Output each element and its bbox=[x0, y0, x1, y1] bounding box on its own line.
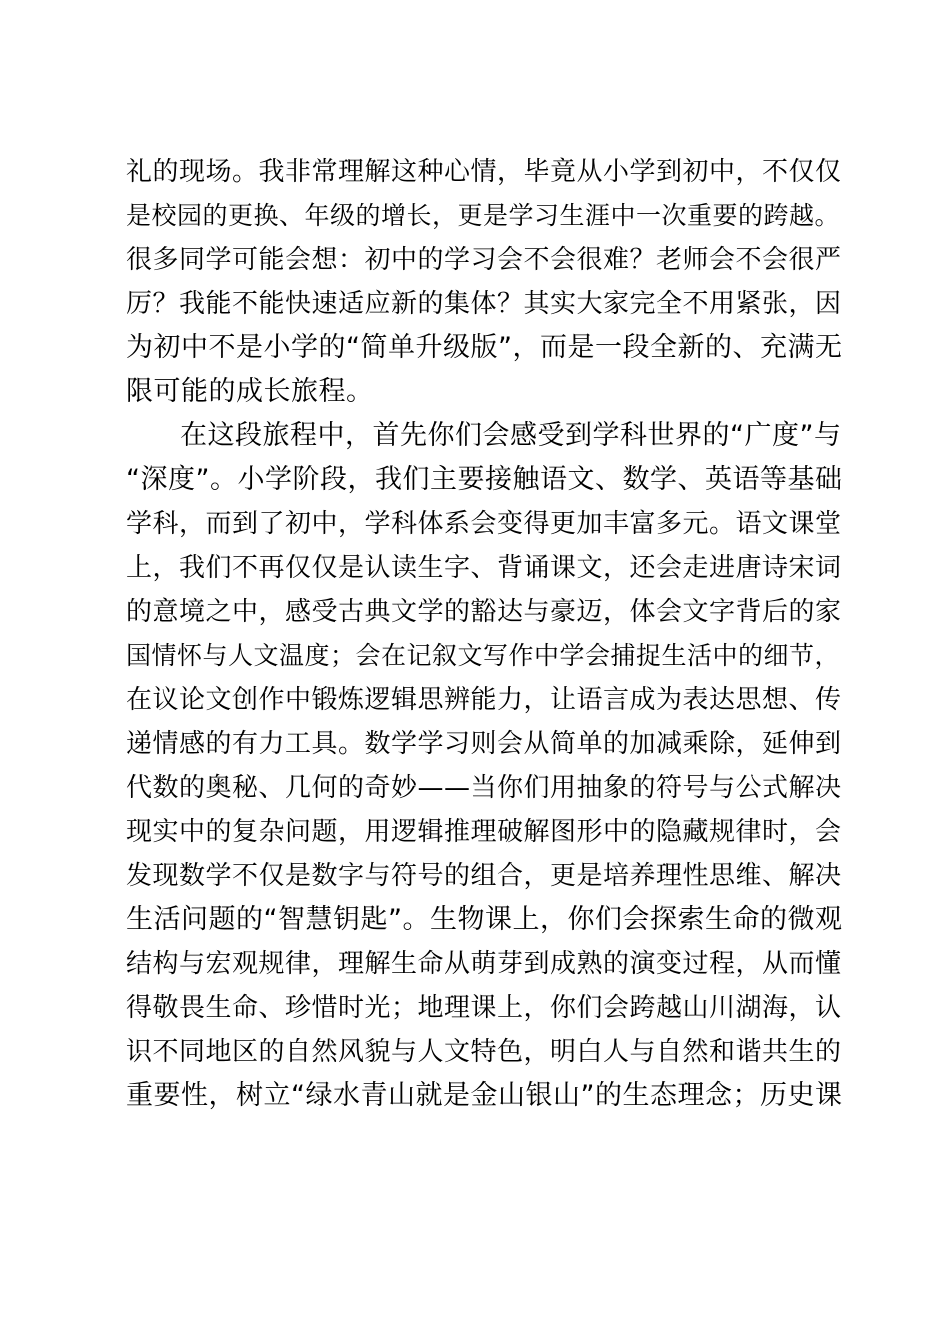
text-line: 的意境之中，感受古典文学的豁达与豪迈，体会文字背后的家 bbox=[126, 597, 842, 627]
text-line: 生活问题的“智慧钥匙”。生物课上，你们会探索生命的微观 bbox=[126, 904, 843, 935]
text-line: 限可能的成长旅程。 bbox=[126, 376, 374, 407]
text-line: 学科，而到了初中，学科体系会变得更加丰富多元。语文课堂 bbox=[126, 509, 842, 539]
text-line: 国情怀与人文温度；会在记叙文写作中学会捕捉生活中的细节， bbox=[126, 641, 841, 670]
body-text bbox=[126, 150, 846, 1118]
text-line: 代数的奥秘、几何的奇妙——当你们用抽象的符号与公式解决 bbox=[126, 773, 842, 803]
text-line: 在议论文创作中锻炼逻辑思辨能力，让语言成为表达思想、传 bbox=[126, 685, 842, 715]
text-line: 很多同学可能会想：初中的学习会不会很难？老师会不会很严 bbox=[126, 245, 842, 275]
paragraph-2 bbox=[126, 414, 846, 1118]
text-line: 是校园的更换、年级的增长，更是学习生涯中一次重要的跨越。 bbox=[126, 201, 841, 230]
text-line: 礼的现场。我非常理解这种心情，毕竟从小学到初中，不仅仅 bbox=[126, 157, 842, 187]
text-line: 现实中的复杂问题，用逻辑推理破解图形中的隐藏规律时，会 bbox=[126, 817, 842, 847]
text-line: 递情感的有力工具。数学学习则会从简单的加减乘除，延伸到 bbox=[126, 729, 842, 759]
text-line: 得敬畏生命、珍惜时光；地理课上，你们会跨越山川湖海，认 bbox=[126, 993, 842, 1023]
text-line: “深度”。小学阶段，我们主要接触语文、数学、英语等基础 bbox=[126, 464, 843, 495]
text-line: 发现数学不仅是数字与符号的组合，更是培养理性思维、解决 bbox=[126, 861, 842, 891]
text-line: 为初中不是小学的“简单升级版”，而是一段全新的、充满无 bbox=[126, 332, 843, 363]
text-line: 重要性，树立“绿水青山就是金山银山”的生态理念；历史课 bbox=[126, 1080, 843, 1111]
text-line: 上，我们不再仅仅是认读生字、背诵课文，还会走进唐诗宋词 bbox=[126, 553, 842, 583]
text-line: 在这段旅程中，首先你们会感受到学科世界的“广度”与 bbox=[180, 420, 842, 451]
text-line: 厉？我能不能快速适应新的集体？其实大家完全不用紧张，因 bbox=[126, 289, 842, 319]
text-line: 结构与宏观规律，理解生命从萌芽到成熟的演变过程，从而懂 bbox=[126, 949, 842, 979]
paragraph-1 bbox=[126, 150, 846, 414]
text-line: 识不同地区的自然风貌与人文特色，明白人与自然和谐共生的 bbox=[126, 1037, 842, 1067]
